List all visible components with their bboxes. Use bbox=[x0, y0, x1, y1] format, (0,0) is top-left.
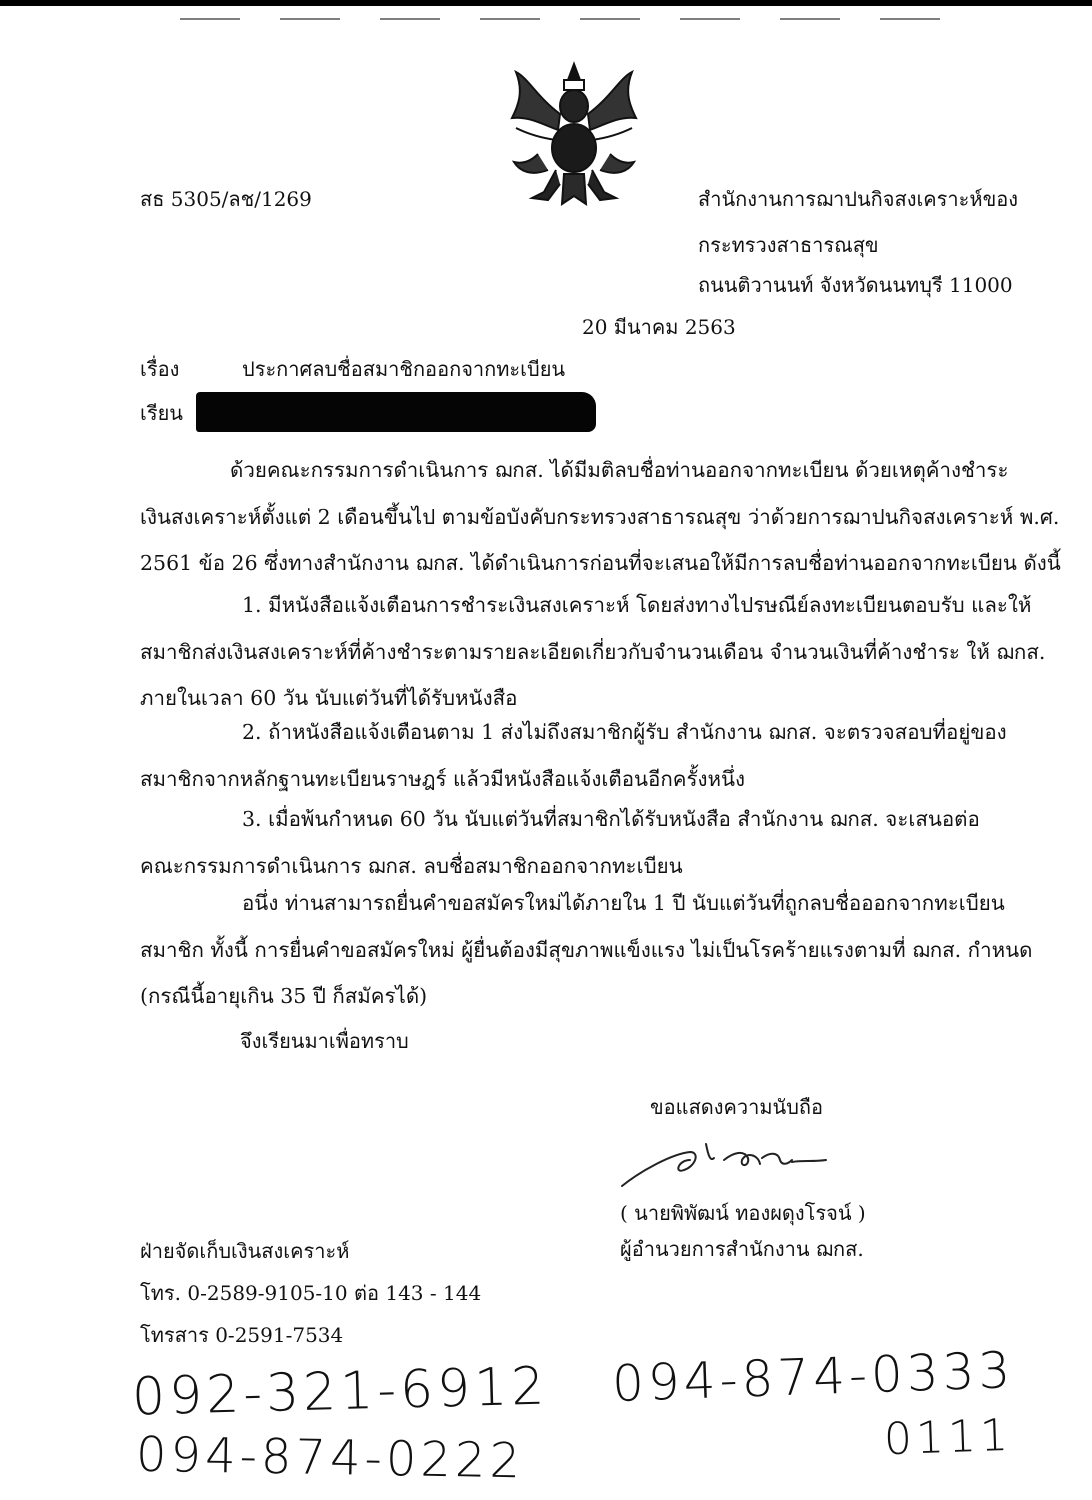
recipient-label: เรียน bbox=[140, 401, 183, 425]
paragraph-line: (กรณีนี้อายุเกิน 35 ปี ก็สมัครได้) bbox=[140, 984, 428, 1008]
org-name-line1: สำนักงานการฌาปนกิจสงเคราะห์ของ bbox=[698, 187, 1019, 211]
handwritten-phone-2: 094-874-0222 bbox=[135, 1426, 525, 1490]
handwritten-phone-1: 092-321-6912 bbox=[131, 1356, 550, 1428]
item-1 bbox=[140, 582, 1045, 722]
subject-text: ประกาศลบชื่อสมาชิกออกจากทะเบียน bbox=[242, 357, 566, 381]
letter-date: 20 มีนาคม 2563 bbox=[582, 315, 736, 339]
paragraph-line: 2. ถ้าหนังสือแจ้งเตือนตาม 1 ส่งไม่ถึงสมาชิกผู้รับ สำนักงาน ฌกส. จะตรวจสอบที่อยู่ของ bbox=[242, 720, 1007, 744]
garuda-emblem-icon bbox=[508, 58, 640, 210]
subject-label: เรื่อง bbox=[140, 357, 180, 381]
org-address: ถนนติวานนท์ จังหวัดนนทบุรี 11000 bbox=[698, 273, 1013, 297]
signatory-position: ผู้อำนวยการสำนักงาน ฌกส. bbox=[620, 1237, 864, 1261]
item-2 bbox=[140, 709, 1007, 802]
contact-fax: โทรสาร 0-2591-7534 bbox=[140, 1323, 344, 1347]
contact-department: ฝ่ายจัดเก็บเงินสงเคราะห์ bbox=[140, 1239, 350, 1263]
top-border bbox=[0, 0, 1092, 6]
signature-icon bbox=[612, 1130, 852, 1190]
org-name-line2: กระทรวงสาธารณสุข bbox=[698, 233, 879, 257]
item-3 bbox=[140, 796, 980, 889]
paragraph-line: เงินสงเคราะห์ตั้งแต่ 2 เดือนขึ้นไป ตามข้อบังคับกระทรวงสาธารณสุข ว่าด้วยการฌาปนกิจสงเคราะห์ พ.ศ. bbox=[140, 504, 1060, 529]
paragraph-line: 3. เมื่อพ้นกำหนด 60 วัน นับแต่วันที่สมาชิกได้รับหนังสือ สำนักงาน ฌกส. จะเสนอต่อ bbox=[242, 807, 980, 831]
paragraph-line: ด้วยคณะกรรมการดำเนินการ ฌกส. ได้มีมติลบชื่อท่านออกจากทะเบียน ด้วยเหตุค้างชำระ bbox=[230, 458, 1009, 482]
closing-line: จึงเรียนมาเพื่อทราบ bbox=[240, 1029, 409, 1053]
redacted-recipient bbox=[196, 392, 596, 432]
paragraph-line: ภายในเวลา 60 วัน นับแต่วันที่ได้รับหนังสือ bbox=[140, 686, 518, 710]
paragraph-reapply bbox=[140, 880, 1032, 1020]
handwritten-phone-4: 0111 bbox=[883, 1409, 1013, 1466]
top-dash-line bbox=[180, 16, 980, 22]
paragraph-line: สมาชิกส่งเงินสงเคราะห์ที่ค้างชำระตามรายละเอียดเกี่ยวกับจำนวนเดือน จำนวนเงินที่ค้างชำระ ให้ ฌกส. bbox=[140, 639, 1046, 664]
signatory-name: ( นายพิพัฒน์ ทองผดุงโรจน์ ) bbox=[620, 1201, 866, 1225]
salutation: ขอแสดงความนับถือ bbox=[650, 1095, 824, 1119]
contact-tel: โทร. 0-2589-9105-10 ต่อ 143 - 144 bbox=[140, 1281, 482, 1305]
paragraph-intro bbox=[140, 447, 1061, 587]
paragraph-line: คณะกรรมการดำเนินการ ฌกส. ลบชื่อสมาชิกออกจากทะเบียน bbox=[140, 853, 683, 878]
paragraph-line: 2561 ข้อ 26 ซึ่งทางสำนักงาน ฌกส. ได้ดำเนินการก่อนที่จะเสนอให้มีการลบชื่อท่านออกจากทะเบียน ดังนี้ bbox=[140, 551, 1061, 575]
paragraph-line: 1. มีหนังสือแจ้งเตือนการชำระเงินสงเคราะห์ โดยส่งทางไปรษณีย์ลงทะเบียนตอบรับ และให้ bbox=[242, 593, 1032, 617]
reference-number: สธ 5305/ลช/1269 bbox=[140, 187, 312, 211]
paragraph-line: อนึ่ง ท่านสามารถยื่นคำขอสมัครใหม่ได้ภายใน 1 ปี นับแต่วันที่ถูกลบชื่อออกจากทะเบียน bbox=[242, 891, 1005, 915]
handwritten-phone-3: 094-874-0333 bbox=[611, 1340, 1016, 1414]
paragraph-line: สมาชิกจากหลักฐานทะเบียนราษฎร์ แล้วมีหนังสือแจ้งเตือนอีกครั้งหนึ่ง bbox=[140, 766, 746, 791]
paragraph-line: สมาชิก ทั้งนี้ การยื่นคำขอสมัครใหม่ ผู้ยื่นต้องมีสุขภาพแข็งแรง ไม่เป็นโรคร้ายแรงตามที่ ฌกส. กำหนด bbox=[140, 937, 1033, 962]
